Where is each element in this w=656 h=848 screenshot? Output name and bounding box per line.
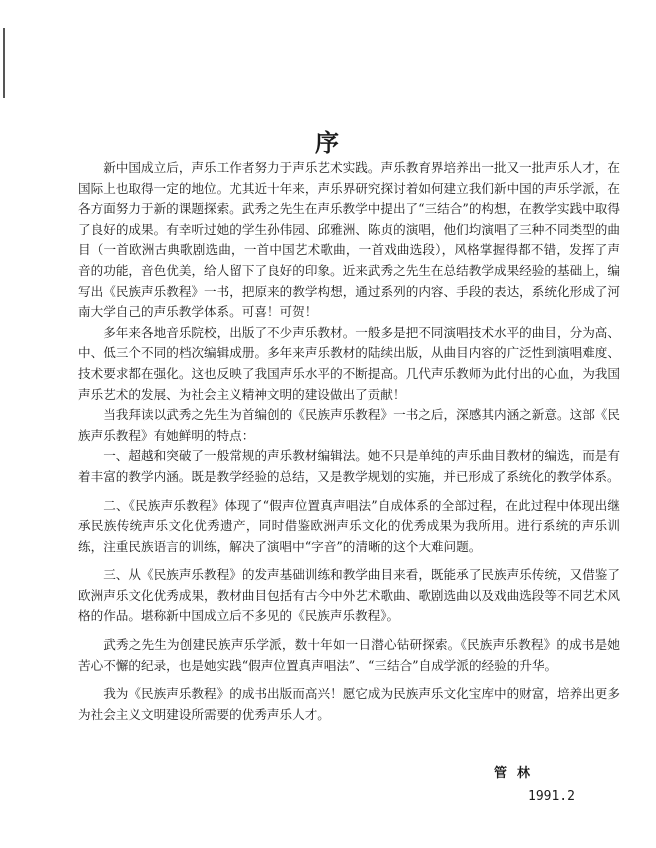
date: 1991.2 [528,789,575,804]
paragraph-5: 二、《民族声乐教程》体现了“假声位置真声唱法”自成体系的全部过程，在此过程中体现出继承民族传统声乐文化优秀遗产，同时借鉴欧洲声乐文化的优秀成果为我所用。进行系统的声乐训练，注重民族语言的训练，解决了演唱中“字音”的清晰的这个大难问题。 [78,497,620,554]
page-binding-mark [3,28,5,98]
paragraph-7: 武秀之先生为创建民族声乐学派，数十年如一日潜心钻研探索。《民族声乐教程》的成书是她苦心不懈的纪录，也是她实践“假声位置真声唱法”、“三结合”自成学派的经验的升华。 [78,637,620,673]
paragraph-2: 多年来各地音乐院校，出版了不少声乐教材。一般多是把不同演唱技术水平的曲目，分为高、中、低三个不同的档次编辑成册。多年来声乐教材的陆续出版，从曲目内容的广泛性到演唱难度、技术要求都在强化。这也反映了我国声乐水平的不断提高。几代声乐教师为此付出的心血，为我国声乐艺术的发展、为社会主义精神文明的建设做出了贡献！ [78,324,620,402]
paragraph-1: 新中国成立后，声乐工作者努力于声乐艺术实践。声乐教育界培养出一批又一批声乐人才，在国际上也取得一定的地位。尤其近十年来，声乐界研究探讨着如何建立我们新中国的声乐学派，在各方面努力于新的课题探索。武秀之先生在声乐教学中提出了“三结合”的构想，在教学实践中取得了良好的成果。有幸听过她的学生孙伟园、邱雅洲、陈贞的演唱，他们均演唱了三种不同类型的曲目（一首欧洲古典歌剧选曲，一首中国艺术歌曲，一首戏曲选段），风格掌握得都不错，发挥了声音的功能，音色优美，给人留下了良好的印象。近来武秀之先生在总结教学成果经验的基础上，编写出《民族声乐教程》一书，把原来的教学构想，通过系列的内容、手段的表达，系统化形成了河南大学自己的声乐教学体系。可喜！可贺！ [78,160,620,320]
preface-body [78,158,620,725]
page-title: 序 [315,128,341,158]
paragraph-8: 我为《民族声乐教程》的成书出版而高兴！愿它成为民族声乐文化宝库中的财富，培养出更多为社会主义文明建设所需要的优秀声乐人才。 [78,686,620,722]
paragraph-3: 当我拜读以武秀之先生为首编创的《民族声乐教程》一书之后，深感其内涵之新意。这部《民族声乐教程》有她鲜明的特点： [78,407,620,443]
paragraph-6: 三、从《民族声乐教程》的发声基础训练和教学曲目来看，既能承了民族声乐传统，又借鉴了欧洲声乐文化优秀成果，教材曲目包括有古今中外艺术歌曲、歌剧选曲以及戏曲选段等不同艺术风格的作品。堪称新中国成立后不多见的《民族声乐教程》。 [78,567,620,624]
author-signature: 管林 [494,766,541,781]
paragraph-4: 一、超越和突破了一般常规的声乐教材编辑法。她不只是单纯的声乐曲目教材的编选，而是有着丰富的教学内涵。既是教学经验的总结，又是教学规划的实施，并已形成了系统化的教学体系。 [78,448,620,484]
